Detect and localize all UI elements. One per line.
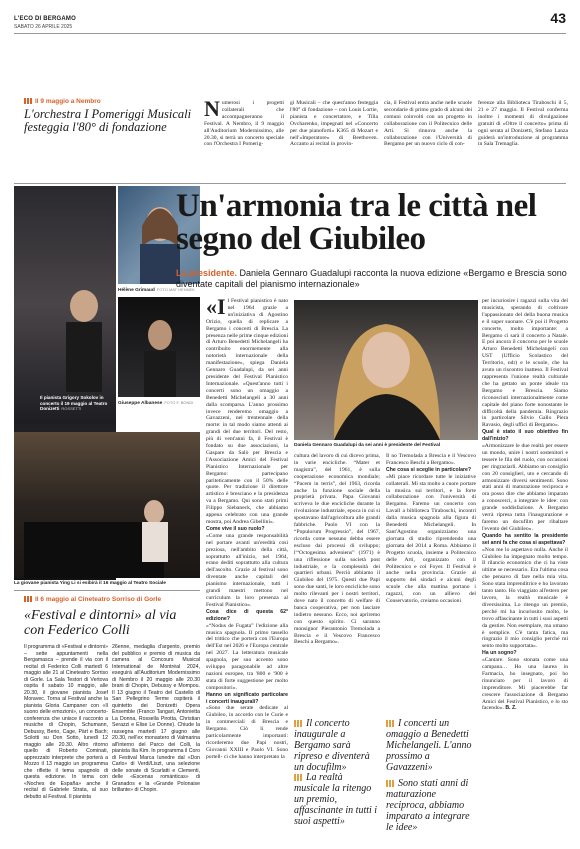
- page-number: 43: [550, 10, 566, 26]
- dots-icon: [24, 596, 32, 602]
- main-col-3: Il no Tremolada a Brescia e il Vescovo Francesco Beschi a Bergamo». Che cosa si sceglie in particolare? «Mi piace ricordare tutte le iniziative collaterali. Mi sta molto a cuore portare la musica sui territori, e la forte collaborazione con l'università di Bergamo. Faremo un concerto con Lavall a biblioteca Tiraboschi, incontri dalla musica spagnola alla figura di Benedetti Michelangeli. In Sant'Agostino organizziamo una giornata di studio riprendendo una giornata del 2014 a Roma. Abbiamo il Progetto scuola, insieme a Politecnico delle Arti, organizzato con il Politecnico e col Foyer. Il Festival è anche nella provincia. Grazie al supporto dei sindaci e alcuni degli scuole che alla mattina portano i ragazzi, con un allievo del Conservatorio, creiamo occasioni: [386, 453, 476, 605]
- main-headline: Un'armonia tra le città nel segno del Giubileo: [176, 188, 537, 257]
- bottom-box-col-2: 26enne, medaglia d'argento, premio del pubblico e premio di musica da camera al Concours Musical International de Montréal 2024, eseguirà all'Auditorium Modernissimo di Nembro il 20 maggio alle 20.30 brani di Chopin, Debussy e Mompou. Il 13 giugno il Teatro del Castello di San Pellegrino Terme ospiterà il quintetto dei Donizetti Opera Ensemble (Franco Tangari, Antonietta La Donna, Rossella Pirotta, Christian Serazzi e Elise Le Donne). Chiude la rassegna martedì 17 giugno alle 20.30, nell'ex monastero di Valmarina all'interno del Parco dei Colli, la pianista Ilia Kim. In programma il Coro di Festival Marca Iunedre dal «Don Carlo» di Verdi/Liszt, una selezione delle sonate di Scarlatti e Clementi, delle «Escenas románticas» di Granados e la «Grande Polonaise brillante» di Chopin.: [112, 644, 200, 793]
- top-box-rule: [14, 183, 566, 184]
- issue-date: SABATO 26 APRILE 2025: [14, 24, 73, 30]
- drop-cap: N: [204, 100, 220, 121]
- bottom-box-rule: [14, 590, 200, 591]
- top-box-col-3: cia, il Festival entra anche nelle scuole secondarie di primo grado di alcuni dei comuni coinvolti con un progetto in collaborazione con il Politecnico delle Arti. Si rinnova anche la collaborazione con l'Università di Bergamo per un nuovo ciclo di con-: [384, 100, 472, 148]
- daniela-photo: [294, 300, 478, 440]
- top-box-col-2: gi Musicali – che quest'anno festeggia l'80° di fondazione – con Louis Lortie, pianista e concertatore, e Tilla Ovcharenko, impegnati nel «Concerto per due pianoforti» K365 di Mozart e nell'«Imperatore» di Beethoven. Accanto ai recital in provin-: [290, 100, 378, 148]
- concert-hall-icon: [14, 432, 200, 578]
- quote-icon: [294, 774, 303, 781]
- giuseppe-caption: Giuseppe Albanese FOTO F. BONDI: [118, 400, 194, 406]
- quote-icon: [386, 720, 395, 727]
- bottom-box-col-1: Il programma di «Festival e dintorni» – sette appuntamenti nella Bergamasca – prende il via con il recital di Federico Colli martedì 6 maggio alle 21 al Cineteatro Sorriso di Gorle. La Sala Testori di Vertova ospita il sabato 10 maggio, alle 20.30, il giovane pianista Josef Moravec. Torna al Festival anche la pianista Gloria Campaner con «Il suono delle emozioni», un concerto-conferenza che unisce il racconto a musiche di Chopin, Schumann, Debussy, Berio, Cage, Pärt e Bach; Scilotti su Don Sotto, lunedì 12 maggio alle 20.30. Altro ritorno quello di Roberto Cominati, apprezzato interprete che porterà a Mozzo il 13 maggio un programma che riflette il tema spagnolo di questa edizione. In tema con «Noches de España» anche il recital di Gabriele Strata, al suo debutto al Festival. Il pianista: [24, 644, 108, 800]
- drop-cap: «I: [206, 298, 226, 319]
- pull-quote-4: Sono stati anni di maturazione reciproca, abbiamo imparato a integrare le idee»: [386, 778, 470, 833]
- main-col-1: «Il Festival pianistico è nato nel 1964 grazie a un'iniziativa di Agostino Orizio, quella di replicare a Bergamo i concerti di Brescia. La presenza nelle prime cinque edizioni di Arturo Benedetti Michelangeli ha contribuito enormemente alla notorietà internazionale della manifestazione», spiega Daniela Gennaro Guadalupi, da sei anni presidente del Festival Pianistico Internazionale. «Quest'anno tutti i concerti sono un omaggio a Benedetti Michelangeli a 30 anni dalla scomparsa. L'anno prossimo invece renderemo omaggio a Gavazzeni, nel trentennale della morte: in tal modo siamo attenti ai grandi del due territori. Del resto, più di vent'anni fa, il Festival è fondato su due associazioni, la Gaspare da Salò per Brescia e l'Associazione Amici del Festival Pianistico Internazionale per Bergamo: partecipano pariteticamente con il 50% delle quote. Per tradizione il direttore artistico è bresciano e la presidenza va a Bergamo. Qui sono stati primi Filippo Siebaneck, che abbiamo appena celebrato con una grande mostra, poi Andrea Gibellini». Come vive il suo ruolo? «Come una grande responsabilità nel portare avanti un'eredità così preziosa, nell'ambito della città, soprattutto all'inizio, nel 1964, erano dediti soprattutto alla cultura dell'ascolto. Grazie al festival sono diventate anche capitali del pianismo internazionale, tutti i grandi maestri mettono nel curriculum la loro presenza al Festival Pianistico». Cosa dice di questa 62ª edizione? «“Nodus de Fugata” l'edizione alla musica spagnola. Il primo tassello del trittico che porterà con l'Europa dell'Est nel 2026 e l'Europa centrale nel 2027. La letteratura musicale spagnola, per suo accento sono sviluppo paragonabile ad altre nazioni europee, tra '800 e '900 è stata di forte suggestione per molto compositori». Hanno un significato particolare i concerti inaugurali? «Sono due serate dedicate al Giubileo, in accordo con le Curie e in commerciali di Brescia e Bergamo. Ciò li rende particolarmente importanti: ricorderemo due Papi nostri, Giovanni XXIII e Paolo VI. Sono portell- ci che hanno interpretato la: [206, 298, 288, 760]
- top-box-kicker: Il 9 maggio a Nembro: [24, 98, 101, 105]
- ying-li-caption: La giovane pianista Ying Li si esibirà il 16 maggio al Teatro Sociale: [14, 581, 166, 586]
- main-col-2: cultura del lavoro di cui dicevo prima, in varie encicliche. “Mater et magistra”, del 1961, è sulla cooperazione economica mondiale; “Pacem in terris”, del 1963, ricorda anche la funzione sociale della proprietà privata. Papa Giovanni scriveva le due encicliche durante la rivoluzione industriale, epoca in cui si spostavano dall'agricoltura alle grandi fabbriche. Paolo VI con la “Populorum Progressio”, del 1967, ricorda come nessuno debba essere escluso dai processi di sviluppo; l'“Octogesima adveniens” (1971) è una riflessione sulla società post industriale, e la complessità dei quartieri urbani. Perciò abbiamo il Giubileo del 1975. Questi due Papi sono due santi, le loro encicliche sono molto rilevanti per i nostri territori, dove nato il concetto di welfare di banca cooperativa, per non lasciare indietro nessuno. Ecco, noi apriremo con questo spirito. Ci saranno monsignor Pierantonio Tremolada a Brescia e il Vescovo Francesco Beschi a Bergamo».: [294, 453, 380, 646]
- portrait-icon: [118, 297, 200, 397]
- main-col-4: per incuriosire i ragazzi sulla vita del musicista, sperando di coltivare l'appassionato del della buona musica e il super suonare. C'è poi il Progetto concerte, molto importante: a Bergamo ci sarà il concerto a Natale. E poi ancora il concorso per le scuole Arturo Benedetti Michelangeli con UST (Ufficio Scolastico del Territorio, ndr) e le scuole, che ha avuto un riscontro inatteso. Il Festival rappresenta l'unione realtà culturale che ha gettato un ponte ideale tra Bergamo e Brescia. Siamo riconosciuti internazionalmente come capitale del piano forte nonostante le difficoltà della pandemia. Ringrazio in particolare Silvio Gallo Piera Ravasio, degli uffici di Bergamo». Qual è stato il suo obiettivo fin dall'inizio? «Armonizzare le due realtà per essere un mondo, unire i nostri sostenitori e tessere le fila del ruolo, con occasioni per ringraziarli. Abbiamo un consiglio con 20 consiglieri, uto e cercando di armonizzare diversi sentimenti. Sono stati anni di maturazione reciproca e ora posso dire che abbiamo imparato a conoscerci, a integrare le idee: con grande soddisfazione. A Bergamo verrà ripresa tutta l'inaugurazione e faremo un docufilm per ribaltare l'evento del Giubileo». Quando ha sentito la presidente sei anni fa che cosa si aspettava? «Non me lo aspettavo nulla. Anche il Giubileo ha impegnato molto tempo. Il rilancio economico che ci ha viste ultime se necessario. Era l'ultima cosa che pensavo di fare nella mia vita. Sono stata imprenditrice e ho lavorato tanto tanto. Ho viaggiato all'estero per lavoro, la realtà musicale è diversissima. Lo ritengo un premio, perché mi ha incuriosito molto, le trovo affascinante in tutti i suoi aspetti da gestire. Non esemplare, ma umano è semplice. C'è tanta fatica, ma ringrazio il mio consiglio perché mi sento molto supportata». Ha un sogno? «Cantare. Sono stonata come una campana… Ho una laurea in Farmacia, ho insegnato, poi ho rinunciato per il lavoro di imprenditore. Mi piacerebbe far crescere l'associazione di Bergamo Amici del Festival Pianistico, e lo sto facendo». B. Z.: [482, 298, 568, 712]
- dots-icon: [24, 98, 32, 104]
- pull-quote-1: Il concerto inaugurale a Bergamo sarà ripreso e diventerà un docufilm»: [294, 718, 370, 773]
- pull-quote-2: I concerti un omaggio a Benedetti Michelangeli. L'anno prossimo a Gavazzeni»: [386, 718, 472, 773]
- top-box-col-4: ferenze alla Biblioteca Tiraboschi il 5, 21 e 27 maggio. Il Festival conferma inoltre i momenti di divulgazione gratuiti di «Oltre il concerto» prima di ogni serata al Donizetti, Stefano Lanza guiderà un'introduzione al programma in Sala Tremaglia.: [478, 100, 568, 148]
- newspaper-logo: L'ECO DI BERGAMO: [14, 16, 76, 22]
- helene-caption: Hélène Grimaud FOTO MAT HENNEK: [118, 287, 195, 293]
- main-subhead: La presidente. Daniela Gennaro Guadalupi racconta la nuova edizione «Bergamo e Brescia sono diventate capitali del pianismo internazionale»: [176, 268, 567, 289]
- header-rule: [14, 33, 566, 34]
- portrait-icon: [294, 300, 478, 440]
- giuseppe-albanese-photo: [118, 297, 200, 397]
- bottom-box-kicker: Il 6 maggio al Cineteatro Sorriso di Gorle: [24, 596, 161, 603]
- daniela-caption: Daniela Gennaro Guadalupi da sei anni è presidente del Festival: [294, 443, 441, 448]
- quote-icon: [386, 780, 395, 787]
- top-box-title: L'orchestra I Pomeriggi Musicali festeggia l'80° di fondazione: [24, 107, 192, 134]
- ying-li-photo: [14, 432, 200, 578]
- quote-icon: [294, 720, 303, 727]
- bottom-box-title: «Festival e dintorni» al via con Federico Colli: [24, 608, 177, 638]
- pull-quote-3: La realtà musicale la ritengo un premio, affascinante in tutti i suoi aspetti»: [294, 772, 378, 827]
- sokolov-caption: Il pianista Grigory Sokolov in concerto il 19 maggio al Teatro Donizetti ROSSETTI: [40, 395, 108, 411]
- top-box-col-1: Numerosi i progetti collaterali che accompagneranno il Festival. A Nembro, il 9 maggio all'Auditorium Modernissimo, alle 20.30, si terrà un concerto speciale con l'Orchestra I Pomerig-: [204, 100, 284, 148]
